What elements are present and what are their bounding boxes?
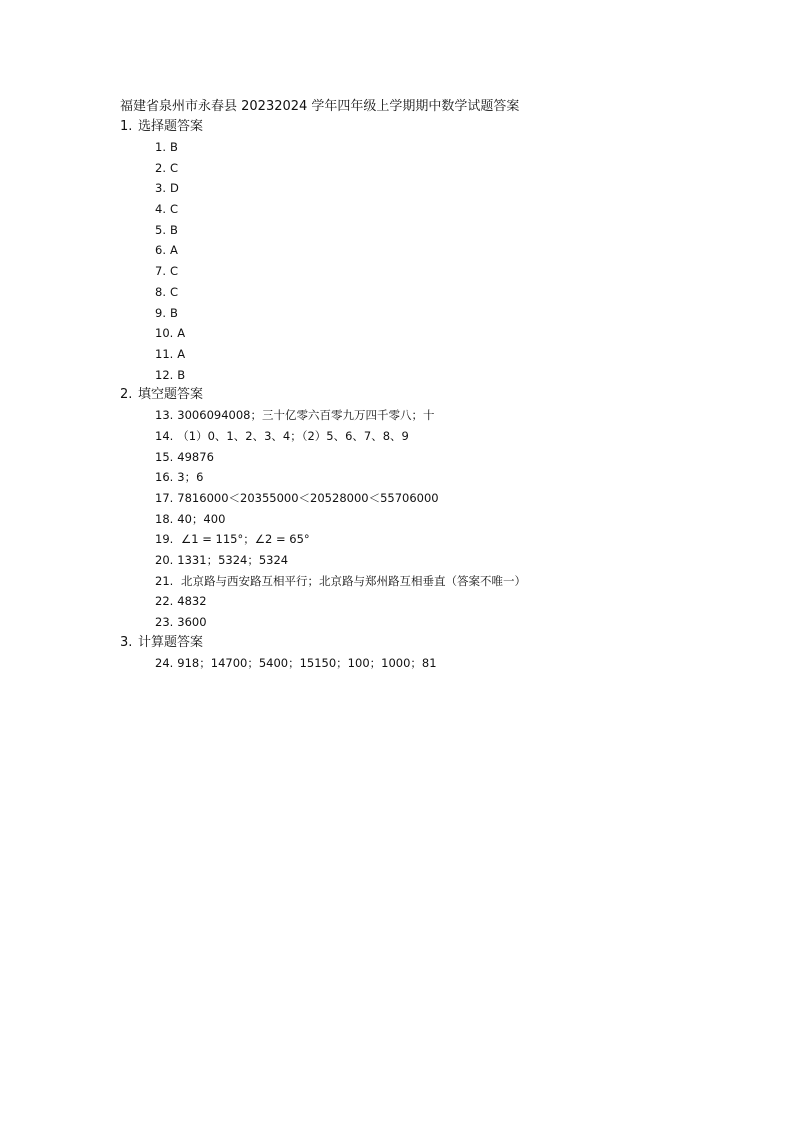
list-item bbox=[120, 426, 680, 447]
section-number: 1. bbox=[120, 119, 133, 134]
item-answer: 3600 bbox=[177, 615, 207, 630]
section-heading-calculation bbox=[120, 633, 680, 653]
item-answer: 3006094008；三十亿零六百零九万四千零八；十 bbox=[177, 408, 435, 423]
item-number: 1. bbox=[155, 140, 166, 154]
calculation-answer-list bbox=[120, 653, 680, 674]
item-number: 11. bbox=[155, 346, 174, 361]
list-item bbox=[120, 467, 680, 488]
list-item bbox=[120, 405, 680, 426]
item-answer: C bbox=[169, 284, 179, 299]
item-answer: 4832 bbox=[177, 594, 207, 609]
list-item bbox=[120, 612, 680, 633]
item-answer: C bbox=[169, 264, 179, 279]
list-item bbox=[120, 240, 680, 261]
item-number: 10. bbox=[155, 326, 174, 341]
item-number: 2. bbox=[155, 160, 166, 175]
item-number: 9. bbox=[155, 305, 166, 320]
item-answer: D bbox=[169, 181, 179, 196]
item-answer: 7816000＜20355000＜20528000＜55706000 bbox=[177, 491, 439, 505]
list-item bbox=[120, 529, 680, 550]
item-number: 14. bbox=[155, 428, 174, 443]
document-title: 福建省泉州市永春县 20232024 学年四年级上学期期中数学试题答案 bbox=[120, 99, 520, 114]
item-answer: B bbox=[169, 305, 178, 320]
item-answer: 918；14700；5400；15150；100；1000；81 bbox=[177, 655, 437, 670]
item-number: 21. bbox=[155, 573, 174, 588]
item-number: 8. bbox=[155, 284, 166, 299]
list-item bbox=[120, 220, 680, 241]
item-number: 22. bbox=[155, 594, 174, 609]
list-item bbox=[120, 282, 680, 303]
list-item bbox=[120, 137, 680, 158]
list-item bbox=[120, 653, 680, 674]
list-item bbox=[120, 178, 680, 199]
section-heading-choice bbox=[120, 117, 680, 137]
item-number: 18. bbox=[155, 511, 174, 526]
item-answer: 3；6 bbox=[177, 470, 204, 485]
list-item bbox=[120, 261, 680, 282]
list-item bbox=[120, 344, 680, 365]
item-number: 13. bbox=[155, 408, 174, 423]
fill-blank-answer-list bbox=[120, 405, 680, 633]
document-body bbox=[120, 97, 680, 674]
item-number: 17. bbox=[155, 491, 174, 505]
list-item bbox=[120, 303, 680, 324]
item-answer: B bbox=[169, 140, 178, 154]
item-answer: 49876 bbox=[177, 449, 214, 464]
section-number: 2. bbox=[120, 387, 133, 403]
list-item bbox=[120, 488, 680, 509]
list-item bbox=[120, 509, 680, 530]
item-number: 19. bbox=[155, 532, 174, 547]
item-answer: A bbox=[177, 326, 186, 341]
item-number: 3. bbox=[155, 181, 166, 196]
section-heading-fill-blank bbox=[120, 385, 680, 405]
list-item bbox=[120, 591, 680, 612]
item-number: 4. bbox=[155, 202, 166, 217]
item-answer: 40；400 bbox=[177, 511, 226, 526]
list-item bbox=[120, 323, 680, 344]
item-number: 24. bbox=[155, 655, 174, 670]
item-answer: 北京路与西安路互相平行；北京路与郑州路互相垂直（答案不唯一） bbox=[177, 573, 526, 588]
section-title: 计算题答案 bbox=[138, 634, 204, 650]
item-answer: C bbox=[169, 202, 179, 217]
item-number: 16. bbox=[155, 470, 174, 485]
list-item bbox=[120, 447, 680, 468]
item-answer: ∠1 = 115°；∠2 = 65° bbox=[177, 532, 310, 547]
item-number: 6. bbox=[155, 243, 166, 258]
item-answer: A bbox=[177, 346, 186, 361]
item-answer: B bbox=[169, 222, 178, 237]
list-item bbox=[120, 199, 680, 220]
item-answer: B bbox=[177, 367, 186, 382]
item-number: 5. bbox=[155, 222, 166, 237]
item-answer: （1）0、1、2、3、4；（2）5、6、7、8、9 bbox=[177, 428, 409, 443]
list-item bbox=[120, 550, 680, 571]
list-item bbox=[120, 158, 680, 179]
item-answer: 1331；5324；5324 bbox=[177, 553, 289, 568]
item-number: 7. bbox=[155, 264, 166, 279]
list-item bbox=[120, 365, 680, 386]
section-title: 选择题答案 bbox=[138, 119, 204, 134]
choice-answer-list bbox=[120, 137, 680, 385]
item-answer: C bbox=[169, 160, 179, 175]
item-number: 15. bbox=[155, 449, 174, 464]
item-number: 20. bbox=[155, 553, 174, 568]
section-number: 3. bbox=[120, 634, 133, 650]
item-answer: A bbox=[169, 243, 178, 258]
item-number: 23. bbox=[155, 615, 174, 630]
section-title: 填空题答案 bbox=[138, 387, 204, 403]
item-number: 12. bbox=[155, 367, 174, 382]
list-item bbox=[120, 571, 680, 592]
